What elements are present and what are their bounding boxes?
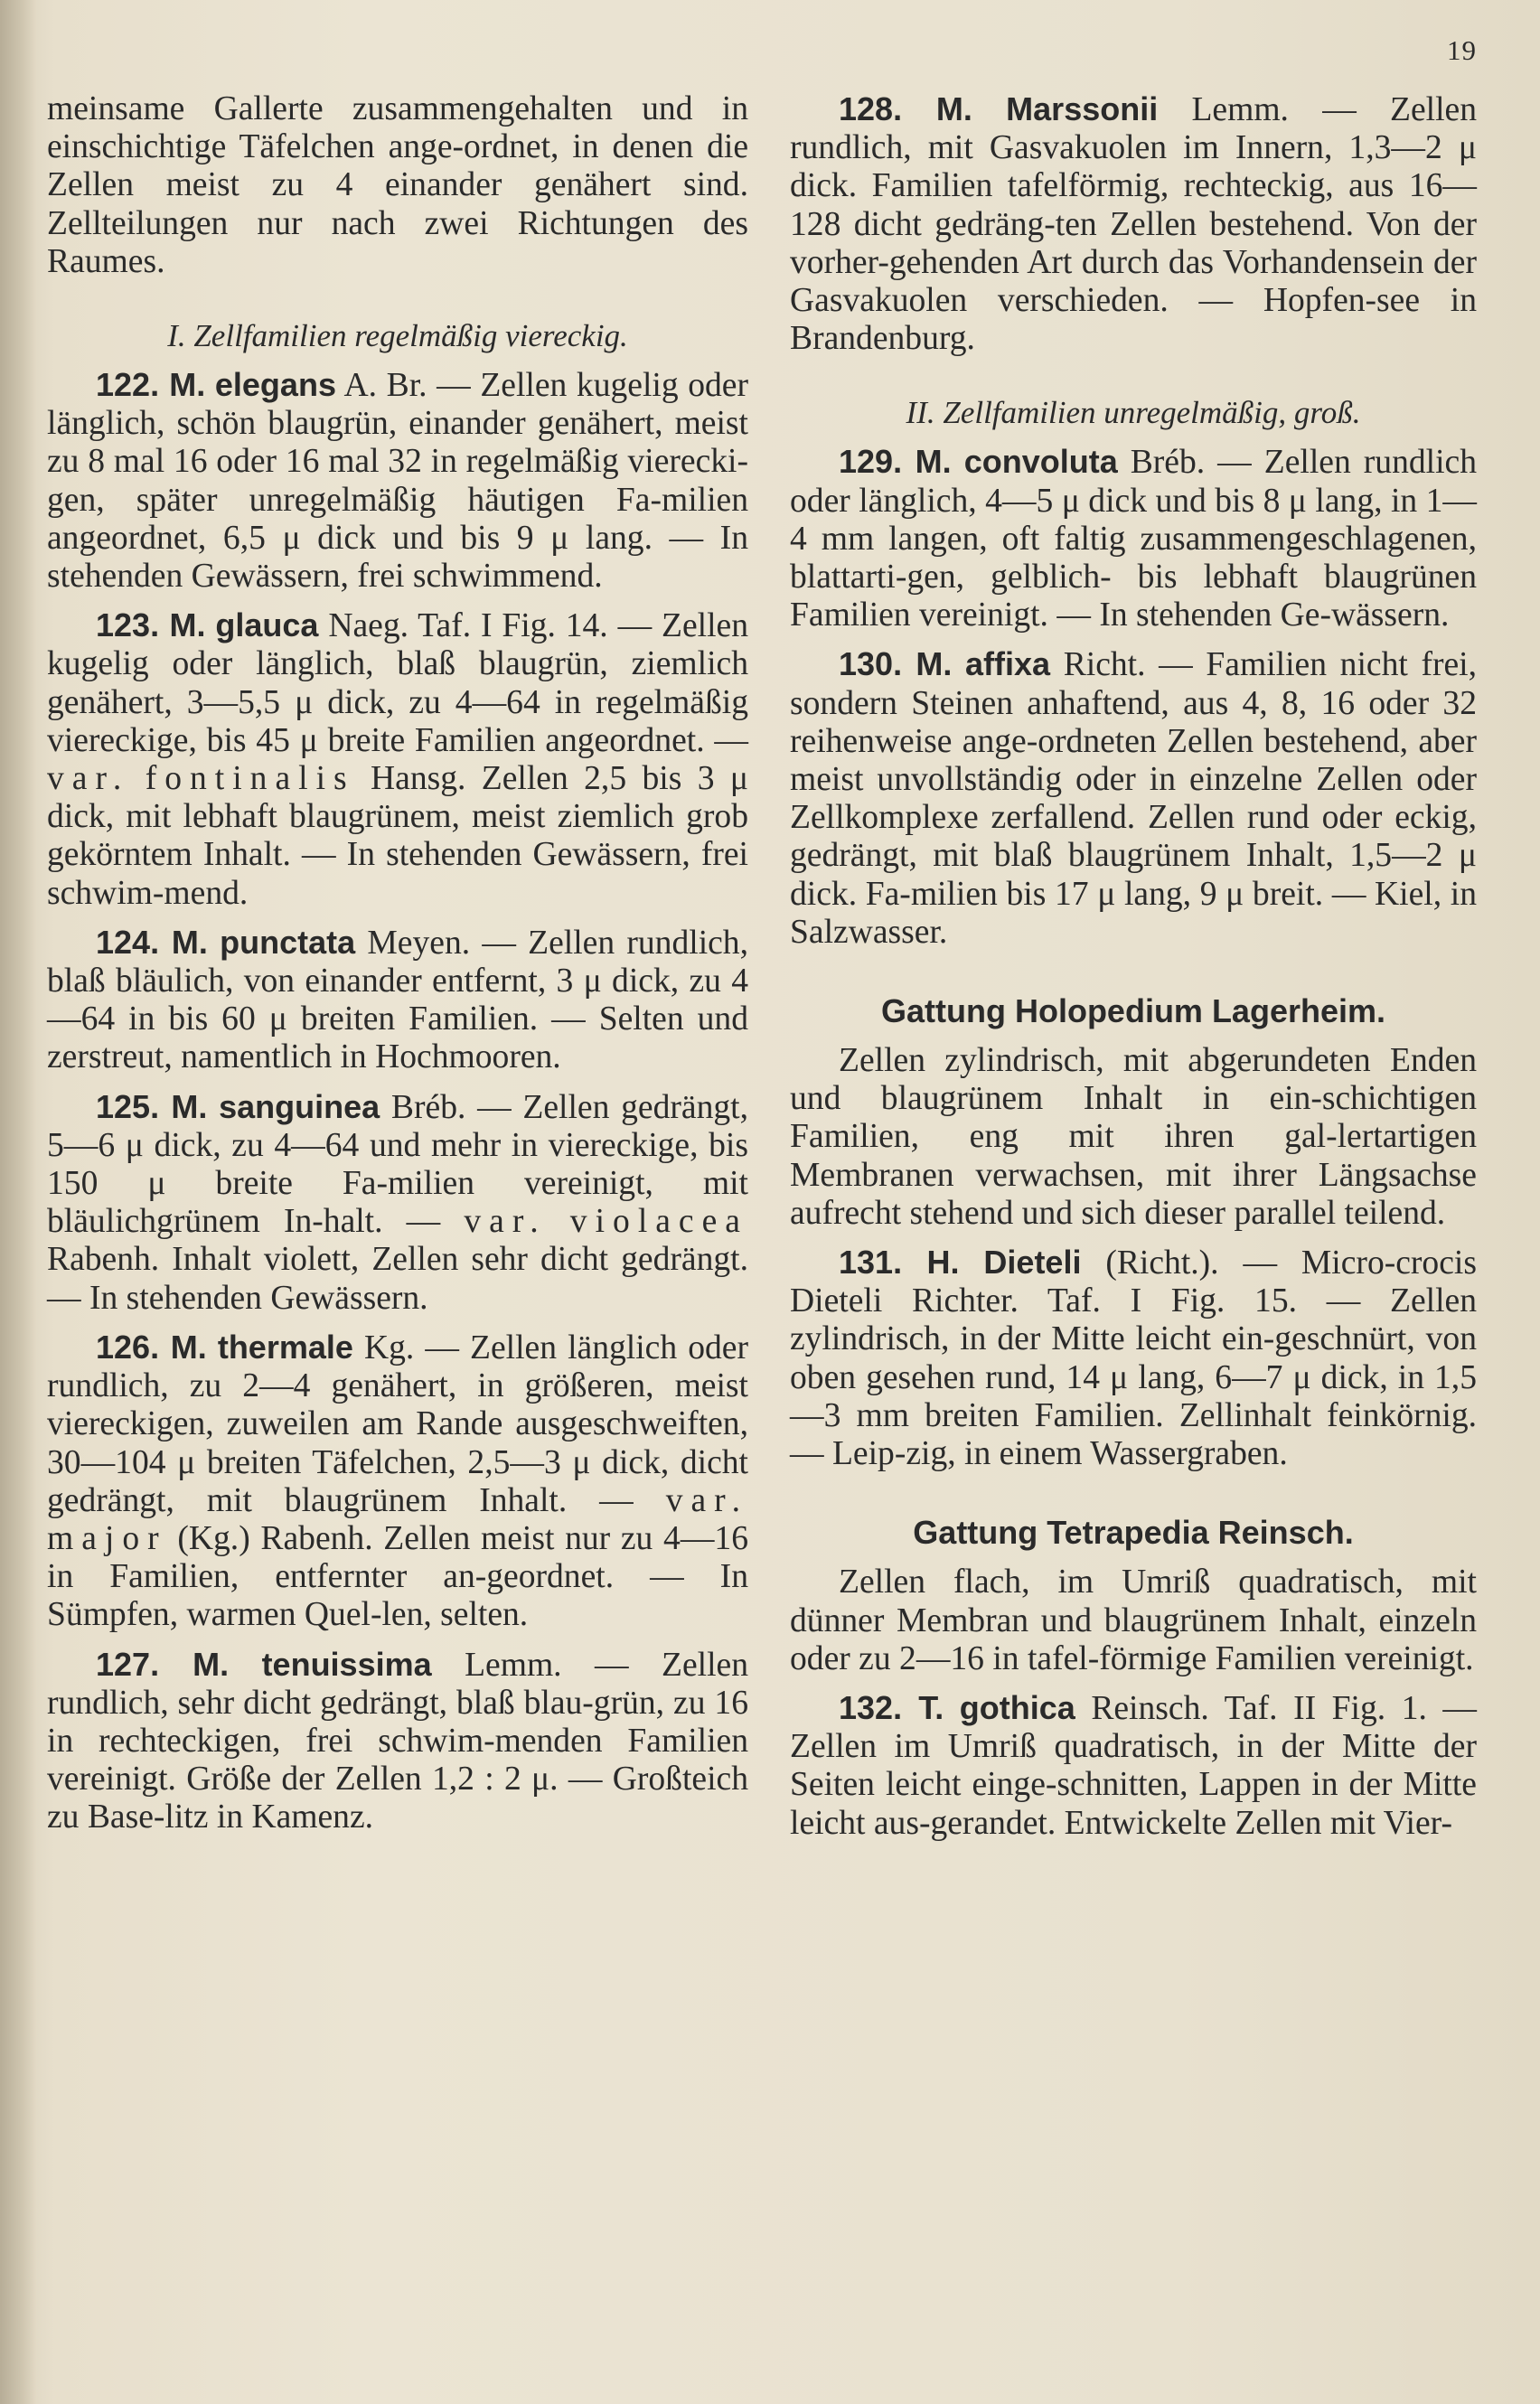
species-entry	[47, 1088, 748, 1318]
variety-label: var.	[47, 760, 130, 798]
genus-heading: Gattung Holopedium Lagerheim.	[880, 992, 1386, 1030]
species-name: sanguinea	[219, 1087, 380, 1125]
entry-number: 126. M.	[96, 1328, 207, 1366]
page-gutter	[0, 0, 36, 2404]
entry-number: 130. M.	[839, 645, 953, 683]
entry-text: Reinsch. Taf. II Fig. 1. — Zellen im Umriß quadratisch, in der Mitte der Seiten leicht einge-schnitten, Lappen in der Mitte leicht aus-gerandet. Entwickelte Zellen mit Vier-	[790, 1689, 1477, 1842]
genus-heading: Gattung Tetrapedia Reinsch.	[913, 1514, 1354, 1552]
paragraph	[790, 1042, 1477, 1233]
species-entry	[47, 366, 748, 596]
variety-name: fontinalis	[145, 760, 355, 798]
entry-text-continued: (Kg.) Rabenh. Zellen meist nur zu 4—16 in Familien, entfernter an-geordnet. — In Sümpfen, warmen Quel-len, selten.	[47, 1519, 748, 1634]
species-name: thermale	[217, 1328, 353, 1366]
species-name: gothica	[959, 1688, 1075, 1726]
species-entry	[790, 90, 1477, 358]
species-entry	[790, 1244, 1477, 1473]
species-name: Marssonii	[1006, 90, 1159, 127]
species-entry	[47, 606, 748, 913]
paragraph	[790, 1564, 1477, 1678]
variety-label: var.	[665, 1481, 748, 1519]
entry-number: 128. M.	[839, 90, 972, 127]
entry-text: Zellen zylindrisch, mit abgerundeten Enden und blaugrünem Inhalt in ein-schichtigen Familien, eng mit ihren gal-lertartigen Membranen verwachsen, mit ihrer Längsachse aufrecht stehend und sich dieser parallel teilend.	[790, 1042, 1477, 1232]
section-heading: II. Zellfamilien unregelmäßig, groß.	[906, 395, 1361, 431]
entry-number: 127. M.	[96, 1645, 230, 1683]
entry-text: meinsame Gallerte zusammengehalten und in einschichtige Täfelchen ange-ordnet, in denen die Zellen meist zu 4 einander genähert sind. Zellteilungen nur nach zwei Richtungen des Raumes.	[47, 90, 748, 280]
entry-text: Bréb. — Zellen gedrängt, 5—6 μ dick, zu 4—64 und mehr in viereckige, bis 150 μ breite Fa-milien vereinigt, mit bläulichgrünem In-halt. —	[47, 1088, 748, 1241]
species-entry	[790, 645, 1477, 952]
species-entry	[47, 1646, 748, 1837]
paragraph	[47, 90, 748, 281]
species-name: affixa	[965, 645, 1051, 683]
entry-number: 123. M.	[96, 606, 206, 644]
species-name: elegans	[214, 366, 336, 404]
entry-text: Kg. — Zellen länglich oder rundlich, zu 2—4 genähert, in größeren, meist viereckigen, zuweilen am Rande ausgeschweiften, 30—104 μ breiten Täfelchen, 2,5—3 μ dick, dicht gedrängt, mit blaugrünem Inhalt. —	[47, 1329, 748, 1519]
entry-number: 124. M.	[96, 923, 208, 961]
variety-label: var.	[464, 1203, 547, 1241]
entry-text-continued: Hansg. Zellen 2,5 bis 3 μ dick, mit lebhaft blaugrünem, meist ziemlich grob gekörntem Inhalt. — In stehenden Gewässern, frei schwim-mend.	[47, 760, 748, 912]
variety-name: violacea	[569, 1203, 748, 1241]
section-heading: I. Zellfamilien regelmäßig viereckig.	[167, 318, 628, 354]
species-name: Dieteli	[983, 1244, 1082, 1282]
entry-text: Lemm. — Zellen rundlich, mit Gasvakuolen im Innern, 1,3—2 μ dick. Familien tafelförmig, rechteckig, aus 16—128 dicht gedräng-ten Zellen bestehend. Von der vorher-gehenden Art durch das Vorhandensein der Gasvakuolen verschieden. — Hopfen-see in Brandenburg.	[790, 91, 1477, 358]
entry-number: 132. T.	[839, 1688, 944, 1726]
entry-text: A. Br. — Zellen kugelig oder länglich, schön blaugrün, einander genähert, meist zu 8 mal 16 oder 16 mal 32 in regelmäßig vierecki-gen, später unregelmäßig häutigen Fa-milien angeordnet, 6,5 μ dick und bis 9 μ lang. — In stehenden Gewässern, frei schwimmend.	[47, 367, 748, 596]
species-name: glauca	[215, 606, 319, 644]
entry-text: Richt. — Familien nicht frei, sondern Steinen anhaftend, aus 4, 8, 16 oder 32 reihenweise ange-ordneten Zellen bestehend, aber meist unvollständig oder in einzelne Zellen oder Zellkomplexe zerfallend. Zellen rund oder eckig, gedrängt, mit blaß blaugrünem Inhalt, 1,5—2 μ dick. Fa-milien bis 17 μ lang, 9 μ breit. — Kiel, in Salzwasser.	[790, 646, 1477, 951]
right-column	[790, 90, 1477, 1843]
entry-text: Naeg. Taf. I Fig. 14. — Zellen kugelig oder länglich, blaß blaugrün, ziemlich genähert, 3—5,5 μ dick, zu 4—64 in regelmäßig viereckige, bis 45 μ breite Familien angeordnet. —	[47, 607, 748, 759]
entry-text-continued: Rabenh. Inhalt violett, Zellen sehr dicht gedrängt. — In stehenden Gewässern.	[47, 1241, 748, 1317]
species-name: tenuissima	[261, 1645, 432, 1683]
entry-text: (Richt.). — Micro-crocis Dieteli Richter. Taf. I Fig. 15. — Zellen zylindrisch, in der Mitte leicht ein-geschnürt, von oben gesehen rund, 14 μ lang, 6—7 μ dick, in 1,5—3 mm breiten Familien. Zellinhalt feinkörnig. — Leip-zig, in einem Wassergraben.	[790, 1244, 1477, 1473]
species-entry	[790, 443, 1477, 634]
entry-text: Bréb. — Zellen rundlich oder länglich, 4—5 μ dick und bis 8 μ lang, in 1—4 mm langen, oft faltig zusammengeschlagenen, blattarti-gen, gelblich- bis lebhaft blaugrünen Familien vereinigt. — In stehenden Ge-wässern.	[790, 444, 1477, 634]
entry-number: 125. M.	[96, 1087, 208, 1125]
species-entry	[790, 1689, 1477, 1843]
entry-number: 129. M.	[839, 443, 952, 481]
entry-text: Meyen. — Zellen rundlich, blaß bläulich, von einander entfernt, 3 μ dick, zu 4—64 in bis 60 μ breiten Familien. — Selten und zerstreut, namentlich in Hochmooren.	[47, 924, 748, 1076]
left-column	[47, 90, 748, 1837]
species-name: punctata	[220, 923, 356, 961]
variety-name: major	[47, 1519, 167, 1557]
species-entry	[47, 924, 748, 1077]
species-entry	[47, 1329, 748, 1635]
entry-text: Zellen flach, im Umriß quadratisch, mit dünner Membran und blaugrünem Inhalt, einzeln oder zu 2—16 in tafel-förmige Familien vereinigt.	[790, 1564, 1477, 1677]
page-number: 19	[1447, 34, 1477, 66]
species-name: convoluta	[963, 443, 1118, 481]
entry-number: 131. H.	[839, 1244, 960, 1282]
entry-number: 122. M.	[96, 366, 206, 404]
entry-text: Lemm. — Zellen rundlich, sehr dicht gedrängt, blaß blau-grün, zu 16 in rechteckigen, frei schwim-menden Familien vereinigt. Größe der Zellen 1,2 : 2 μ. — Großteich zu Base-litz in Kamenz.	[47, 1646, 749, 1836]
